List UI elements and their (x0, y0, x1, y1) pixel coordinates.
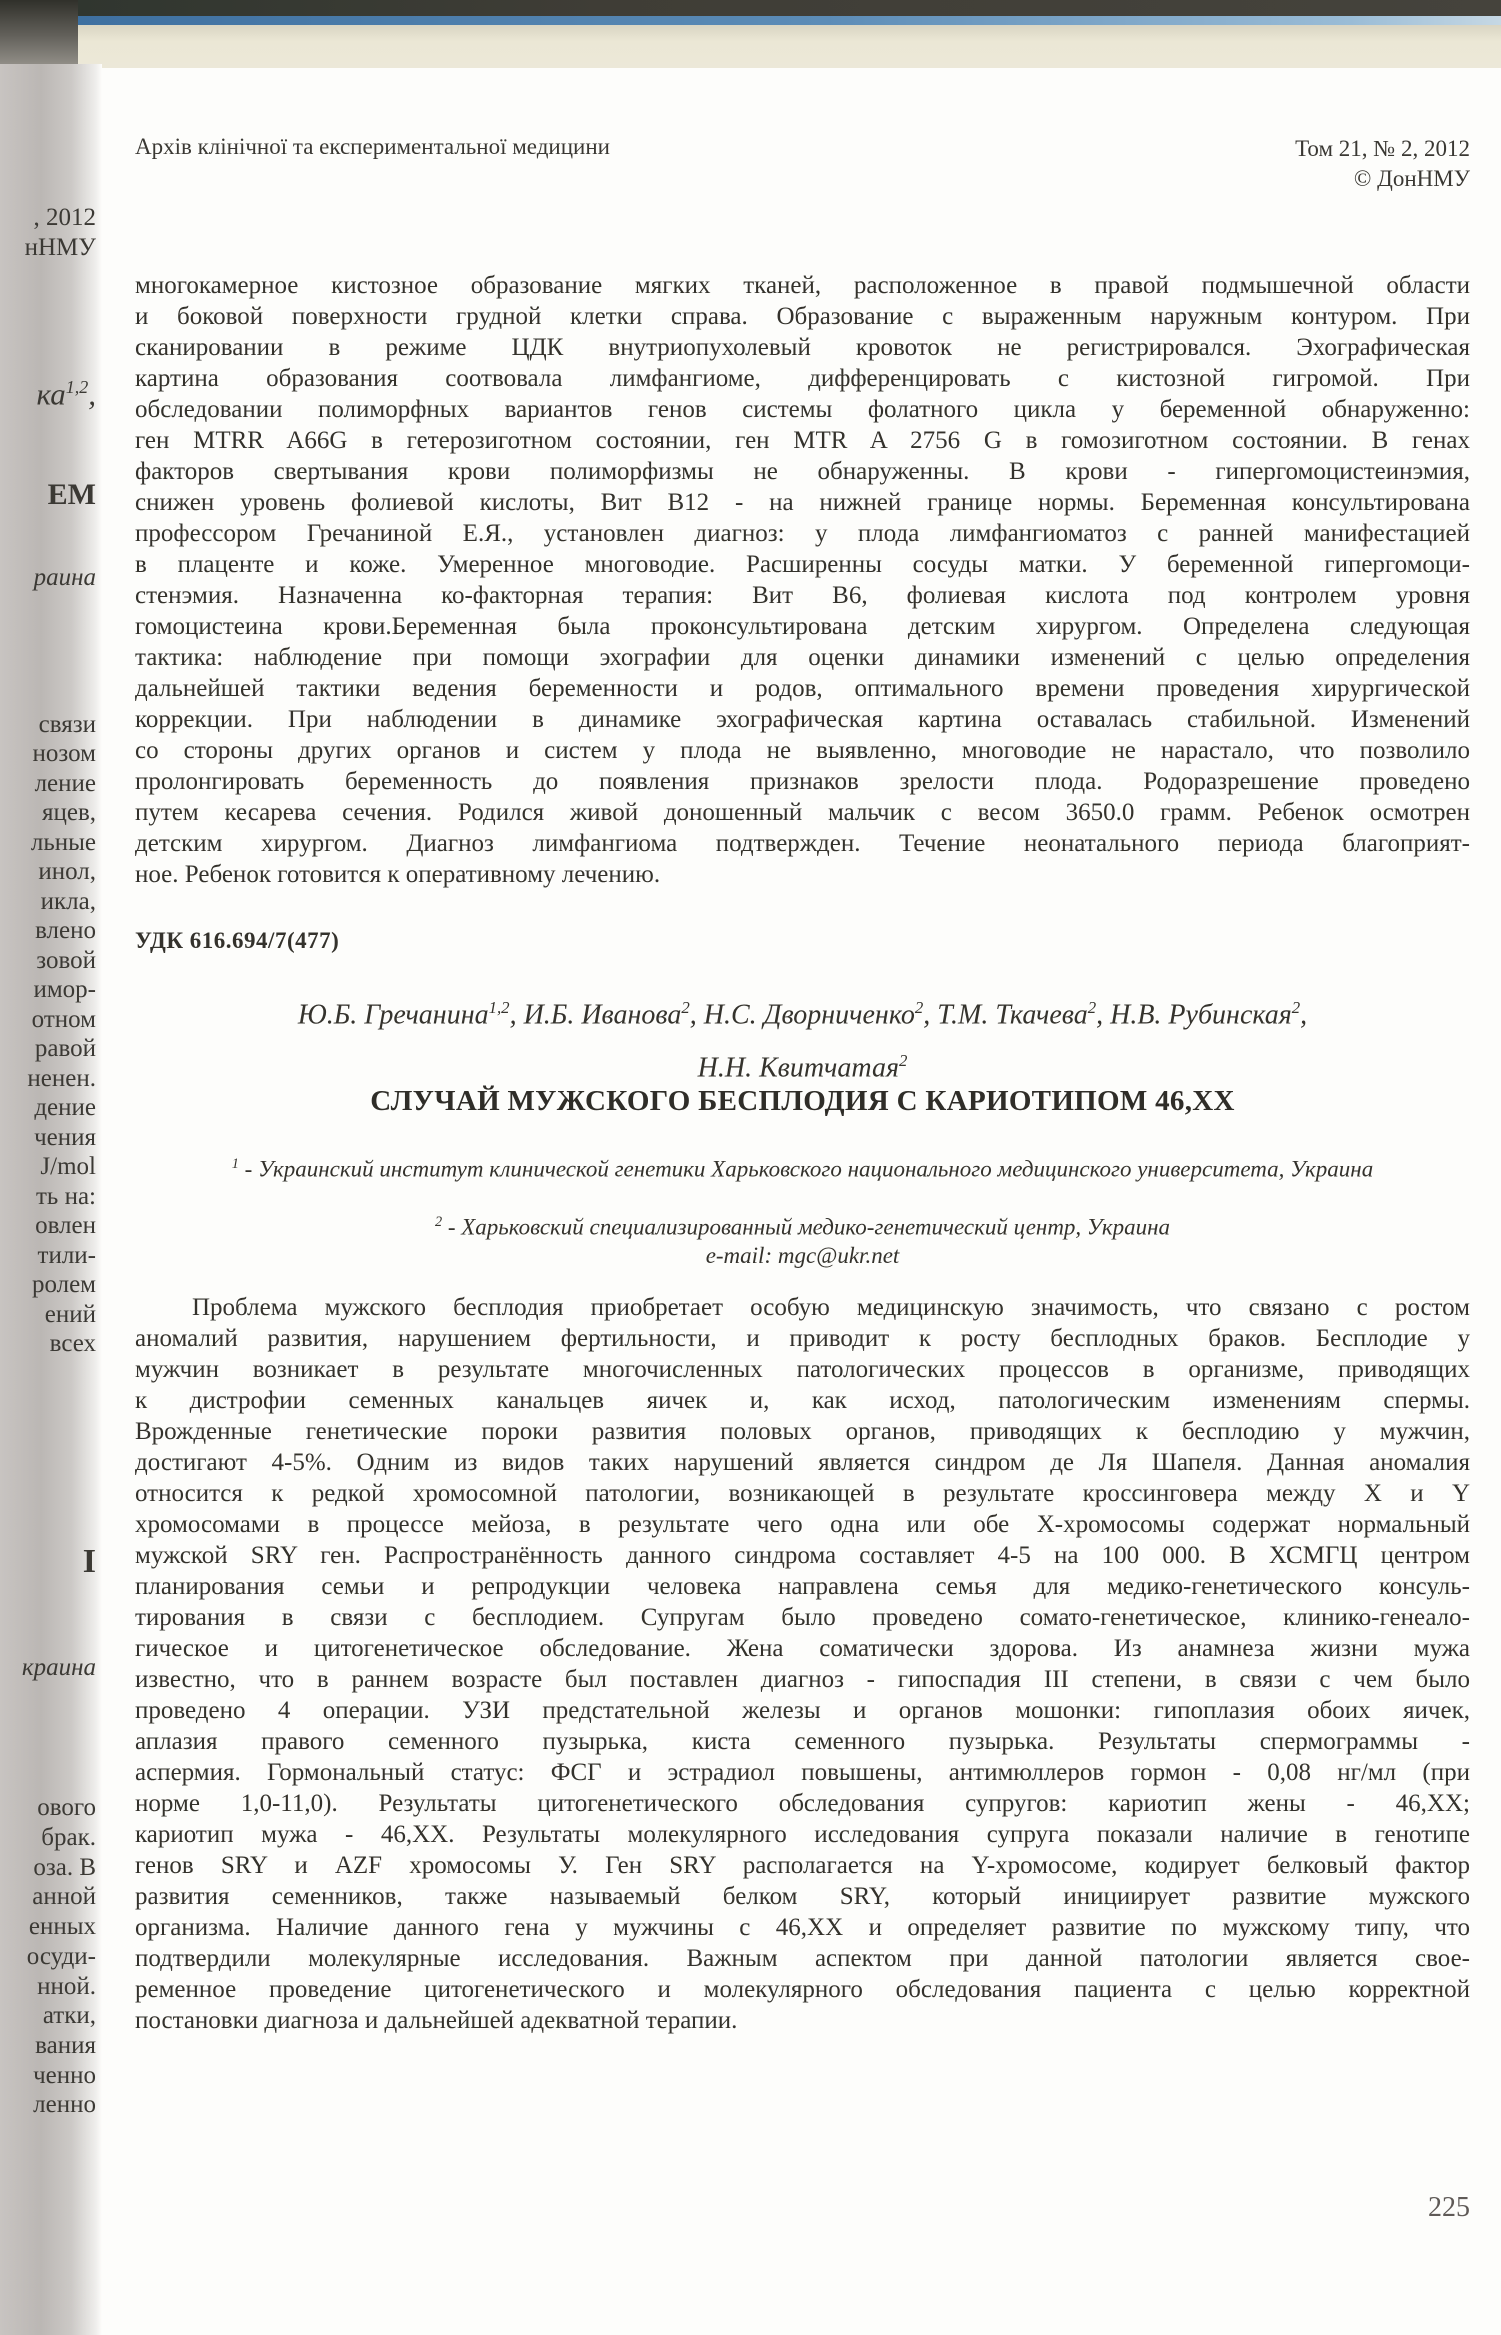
margin-fragment: нозом (32, 740, 96, 767)
margin-fragment: нНМУ (24, 234, 96, 261)
text-line: тирования в связи с бесплодием. Супругам было проведено сомато-генетическое, клинико-генеало- (135, 1604, 1470, 1631)
text-line: норме 1,0-11,0). Результаты цитогенетического обследования супругов: кариотип жены - 46,ХХ; (135, 1790, 1470, 1817)
text-line: дальнейшей тактики ведения беременности и родов, оптимального времени проведения хирургической (135, 675, 1470, 702)
email-line: e-mail: mgc@ukr.net (705, 1243, 900, 1268)
text-line: ное. Ребенок готовится к оперативному лечению. (135, 861, 661, 888)
margin-fragment: , 2012 (33, 204, 96, 231)
margin-fragment: ового (37, 1794, 96, 1821)
text-line: в плаценте и коже. Умеренное многоводие. Расширенны сосуды матки. У беременной гипергомоци- (135, 551, 1470, 578)
margin-fragment: ленно (33, 2091, 96, 2118)
text-line: пролонгировать беременность до появления признаков зрелости плода. Родоразрешение проведено (135, 768, 1470, 795)
text-line: мужской SRY ген. Распространённость данного синдрома составляет 4-5 на 100 000. В ХСМГЦ центром (135, 1542, 1470, 1569)
journal-title: Архів клінічної та експериментальної медицини (135, 134, 610, 159)
text-line: коррекции. При наблюдении в динамике эхографическая картина оставалась стабильной. Изменений (135, 706, 1470, 733)
volume-number: Том 21, № 2, 2012 (1295, 136, 1470, 161)
margin-fragment: отном (31, 1006, 96, 1033)
margin-fragment: связи (38, 711, 96, 738)
page-number: 225 (1428, 2192, 1470, 2223)
margin-fragment: енных (28, 1913, 96, 1940)
margin-fragment: ление (34, 770, 96, 797)
margin-fragment: ть на: (36, 1183, 96, 1210)
text-line: и боковой поверхности грудной клетки справа. Образование с выраженным наружным контуром. При (135, 303, 1470, 330)
margin-fragment: ненен. (27, 1065, 96, 1092)
text-line: со стороны других органов и систем у плода не выявленно, многоводие не нарастало, что позволило (135, 737, 1470, 764)
margin-fragment: ЕМ (47, 478, 96, 511)
text-line: гомоцистеина крови.Беременная была проконсультирована детским хирургом. Определена следующая (135, 613, 1470, 640)
text-line: хромосомами в процессе мейоза, в результате чего одна или обе Х-хромосомы содержат нормальный (135, 1511, 1470, 1538)
text-line: мужчин возникает в результате многочисленных патологических процессов в организме, приводящих (135, 1356, 1470, 1383)
text-line: ременное проведение цитогенетического и молекулярного обследования пациента с целью корректной (135, 1976, 1470, 2003)
text-line: Врожденные генетические пороки развития половых органов, приводящих к бесплодию у мужчин, (135, 1418, 1470, 1445)
text-line: тактика: наблюдение при помощи эхографии для оценки динамики изменений с целью определения (135, 644, 1470, 671)
margin-fragment: раина (33, 564, 96, 591)
margin-fragment: дение (34, 1094, 96, 1121)
text-line: профессором Гречаниной Е.Я., установлен диагноз: у плода лимфангиоматоз с ранней манифестацией (135, 520, 1470, 547)
text-line: кариотип мужа - 46,ХХ. Результаты молекулярного исследования супруга показали наличие в генотипе (135, 1821, 1470, 1848)
text-line: к дистрофии семенных канальцев яичек и, как исход, патологическим изменениям спермы. (135, 1387, 1470, 1414)
text-line: сканировании в режиме ЦДК внутриопухолевый кровоток не регистрировался. Эхографическая (135, 334, 1470, 361)
text-line: стенэмия. Назначенна ко-факторная терапия: Вит В6, фолиевая кислота под контролем уровня (135, 582, 1470, 609)
affiliation: $^2$ - Харьковский специализированный медико-генетический центр, Украина (434, 1213, 1171, 1240)
text-line: известно, что в раннем возрасте был поставлен диагноз - гипоспадия III степени, в связи с чем было (135, 1666, 1470, 1693)
affiliations-block (135, 1138, 1470, 1253)
text-line: достигают 4-5%. Одним из видов таких нарушений является синдром де Ля Шапеля. Данная аномалия (135, 1449, 1470, 1476)
margin-fragment: вания (35, 2032, 96, 2059)
margin-fragment: нной. (37, 1973, 96, 2000)
margin-fragment: атки, (42, 2002, 96, 2029)
text-line: развития семенников, также называемый белком SRY, который инициирует развитие мужского (135, 1883, 1470, 1910)
authors-line-1: Ю.Б. Гречанина$^{1,2}$, И.Б. Иванова$^2$, Н.С. Дворниченко$^2$, Т.М. Ткачева$^2$, Н.В. Рубинская$^2$, (297, 998, 1308, 1031)
copyright-line: © ДонНМУ (1353, 166, 1470, 191)
text-line: гическое и цитогенетическое обследование. Жена соматически здорова. Из анамнеза жизни мужа (135, 1635, 1470, 1662)
margin-fragment: тили- (37, 1242, 96, 1269)
article-title: СЛУЧАЙ МУЖСКОГО БЕСПЛОДИЯ С КАРИОТИПОМ 46,ХХ (370, 1085, 1235, 1117)
margin-fragment: зовой (36, 947, 96, 974)
scanner-edge-dark-band (0, 0, 1501, 16)
margin-fragment: ка$^{1,2}$, (36, 376, 96, 412)
text-line: подтвердили молекулярные исследования. Важным аспектом при данной патологии является свое- (135, 1945, 1470, 1972)
affiliation: $^1$ - Украинский институт клинической генетики Харьковского национального медицинского университета, Украина (231, 1156, 1374, 1182)
text-line: относится к редкой хромосомной патологии, возникающей в результате кроссинговера между X и Y (135, 1480, 1470, 1507)
text-line: постановки диагноза и дальнейшей адекватной терапии. (135, 2007, 738, 2034)
running-header (135, 134, 1470, 194)
text-line: путем кесарева сечения. Родился живой доношенный мальчик с весом 3650.0 грамм. Ребенок осмотрен (135, 799, 1470, 826)
text-line: проведено 4 операции. УЗИ предстательной железы и органов мошонки: гипоплазия обоих яичек, (135, 1697, 1470, 1724)
margin-fragment: краина (21, 1654, 96, 1681)
margin-fragment: оза. В (33, 1854, 96, 1881)
text-line: аномалий развития, нарушением фертильности, и приводит к росту бесплодных браков. Бесплодие у (135, 1325, 1470, 1352)
margin-fragment: имор- (33, 976, 96, 1003)
scanner-edge-beige-band (0, 24, 1501, 68)
abstract-paragraph (135, 270, 1470, 890)
authors-line-2: Н.Н. Квитчатая$^2$ (697, 1051, 908, 1084)
text-line: ген MTRR A66G в гетерозиготном состоянии, ген MTR A 2756 G в гомозиготном состоянии. В генах (135, 427, 1470, 454)
margin-fragment: ченно (33, 2062, 96, 2089)
text-line: детским хирургом. Диагноз лимфангиома подтвержден. Течение неонатального периода благоприят- (135, 830, 1470, 857)
margin-fragment: влено (35, 917, 96, 944)
margin-fragment: равой (34, 1035, 96, 1062)
margin-fragment: анной (32, 1883, 96, 1910)
text-line: аспермия. Гормональный статус: ФСГ и эстрадиол повышены, антимюллеров гормон - 0,08 нг/мл (при (135, 1759, 1470, 1786)
body-paragraph (135, 1292, 1470, 2036)
margin-fragment: J/mol (40, 1153, 96, 1180)
text-line: Проблема мужского бесплодия приобретает особую медицинскую значимость, что связано с ростом (192, 1294, 1470, 1321)
text-line: обследовании полиморфных вариантов генов системы фолатного цикла у беременной обнаруженно: (135, 396, 1470, 423)
margin-fragment: ролем (31, 1271, 96, 1298)
margin-fragment: льные (30, 829, 96, 856)
text-line: снижен уровень фолиевой кислоты, Вит В12 - на нижней границе нормы. Беременная консультирована (135, 489, 1470, 516)
text-line: картина образования соотвовала лимфангиоме, дифференцировать с кистозной гигромой. При (135, 365, 1470, 392)
margin-fragment: икла, (40, 888, 96, 915)
text-line: факторов свертывания крови полиморфизмы не обнаруженны. В крови - гипергомоцистеинэмия, (135, 458, 1470, 485)
margin-fragment: овлен (35, 1212, 96, 1239)
margin-fragment: инол, (38, 858, 96, 885)
issue-info (1295, 134, 1470, 194)
margin-fragment: яцев, (41, 799, 96, 826)
udk-code: УДК 616.694/7(477) (135, 928, 340, 953)
text-line: планирования семьи и репродукции человека направлена семья для медико-генетического консуль- (135, 1573, 1470, 1600)
scanner-corner-dark (0, 0, 78, 64)
margin-fragment: ений (44, 1301, 96, 1328)
text-line: организма. Наличие данного гена у мужчины с 46,ХХ и определяет развитие по мужскому типу, что (135, 1914, 1470, 1941)
margin-fragment: І (82, 1543, 96, 1580)
text-line: генов SRY и AZF хромосомы У. Ген SRY располагается на Y-хромосоме, кодирует белковый фактор (135, 1852, 1470, 1879)
text-line: аплазия правого семенного пузырька, киста семенного пузырька. Результаты спермограммы - (135, 1728, 1470, 1755)
margin-fragment: чения (34, 1124, 96, 1151)
authors-block (135, 985, 1470, 1092)
margin-fragment: всех (49, 1330, 96, 1357)
margin-fragment: осуди- (26, 1943, 96, 1970)
margin-fragment: брак. (41, 1824, 96, 1851)
text-line: многокамерное кистозное образование мягких тканей, расположенное в правой подмышечной области (135, 272, 1470, 299)
